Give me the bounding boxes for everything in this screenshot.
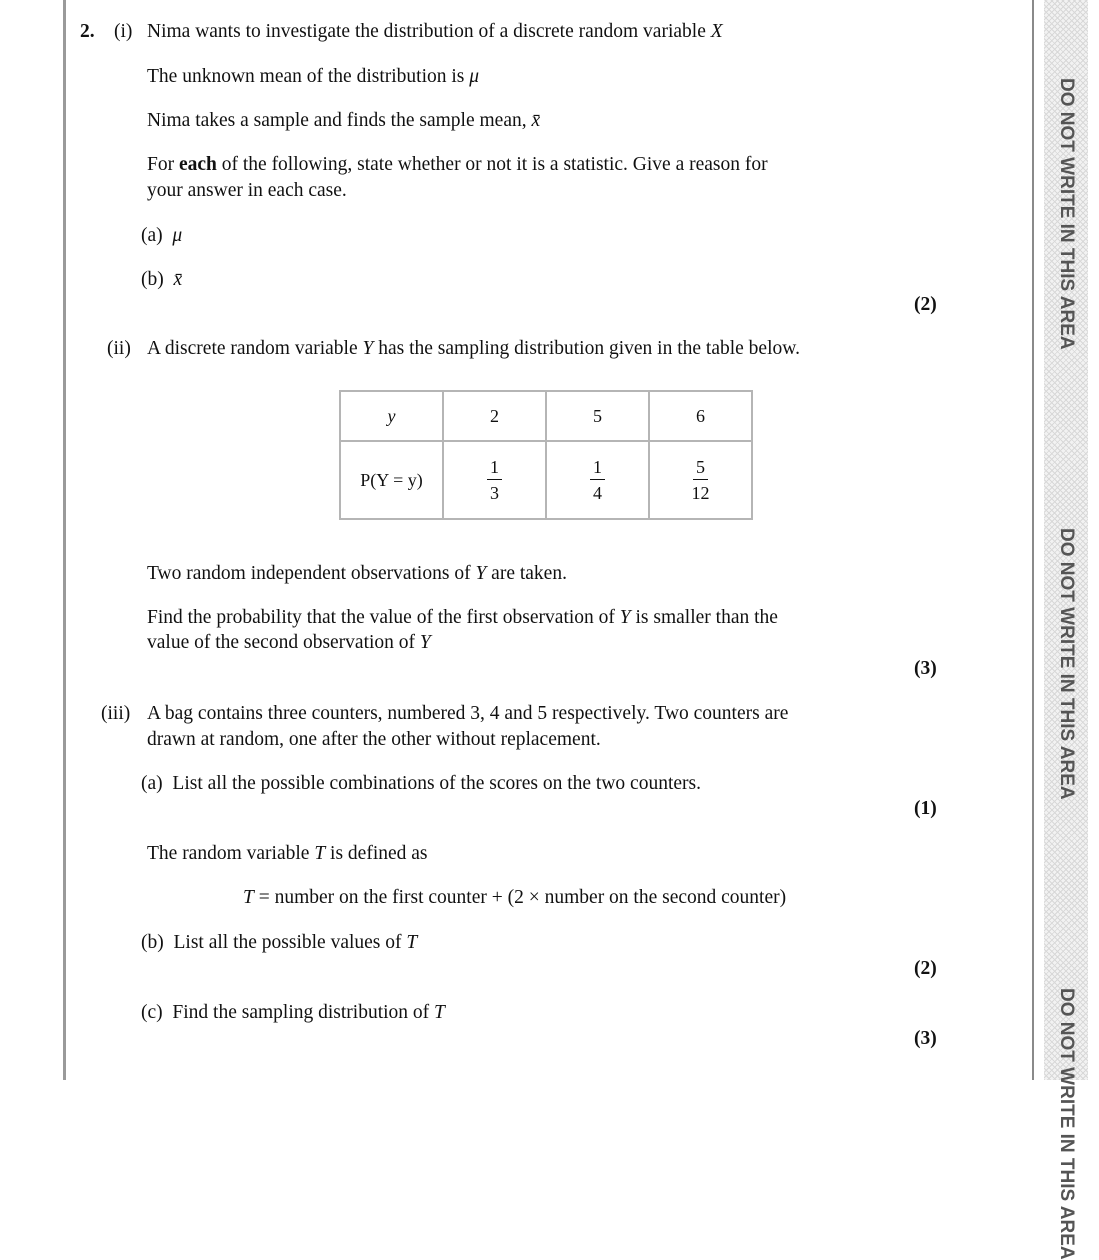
table-cell-prob: $\frac{1}{4}$: [546, 441, 649, 519]
table-cell-prob: $\frac{1}{3}$: [443, 441, 546, 519]
part-iii-b-marks: (2): [914, 958, 937, 979]
part-iii-a: (a) List all the possible combinations of the scores on the two counters.: [141, 773, 701, 794]
margin-warning-1: DO NOT WRITE IN THIS AREA: [1056, 78, 1077, 350]
part-ii-label: (ii): [107, 338, 131, 359]
table-cell-y: 6: [649, 391, 752, 441]
question-number: 2.: [80, 21, 95, 42]
part-ii-line2: Two random independent observations of Y are taken.: [147, 563, 567, 584]
part-iii-definition: The random variable T is defined as: [147, 843, 428, 864]
part-i-a: (a) μ: [141, 225, 183, 246]
part-iii-label: (iii): [101, 703, 131, 724]
part-i-line5: your answer in each case.: [147, 180, 347, 201]
distribution-table: [339, 390, 753, 520]
part-iii-c: (c) Find the sampling distribution of T: [141, 1002, 445, 1023]
margin-warning-3: DO NOT WRITE IN THIS AREA: [1056, 988, 1077, 1260]
table-header-prob: P(Y = y): [340, 441, 443, 519]
part-i-label: (i): [114, 21, 133, 42]
margin-warning-2: DO NOT WRITE IN THIS AREA: [1056, 528, 1077, 800]
part-iii-formula: T = number on the first counter + (2 × number on the second counter): [243, 887, 787, 908]
part-iii-line1: A bag contains three counters, numbered 3, 4 and 5 respectively. Two counters are: [147, 703, 789, 724]
part-ii-marks: (3): [914, 658, 937, 679]
part-i-line4: For each of the following, state whether or not it is a statistic. Give a reason for: [147, 154, 768, 175]
part-ii-line4: value of the second observation of Y: [147, 632, 431, 653]
table-cell-prob: $\frac{5}{12}$: [649, 441, 752, 519]
part-i-marks: (2): [914, 294, 937, 315]
part-i-line1: Nima wants to investigate the distribution of a discrete random variable X: [147, 21, 723, 42]
part-iii-line2: drawn at random, one after the other without replacement.: [147, 729, 601, 750]
page-left-border: [63, 0, 66, 1080]
page-right-border: [1032, 0, 1034, 1080]
table-cell-y: 5: [546, 391, 649, 441]
part-iii-a-marks: (1): [914, 798, 937, 819]
part-ii-line3: Find the probability that the value of the first observation of Y is smaller than the: [147, 607, 778, 628]
part-i-line2: The unknown mean of the distribution is μ: [147, 66, 480, 87]
table-cell-y: 2: [443, 391, 546, 441]
part-iii-c-marks: (3): [914, 1028, 937, 1049]
table-header-y: y: [340, 391, 443, 441]
part-i-b: (b) x̄: [141, 269, 183, 290]
part-iii-b: (b) List all the possible values of T: [141, 932, 418, 953]
part-ii-line1: A discrete random variable Y has the sampling distribution given in the table below.: [147, 338, 800, 359]
part-i-line3: Nima takes a sample and finds the sample mean, x̄: [147, 110, 541, 131]
